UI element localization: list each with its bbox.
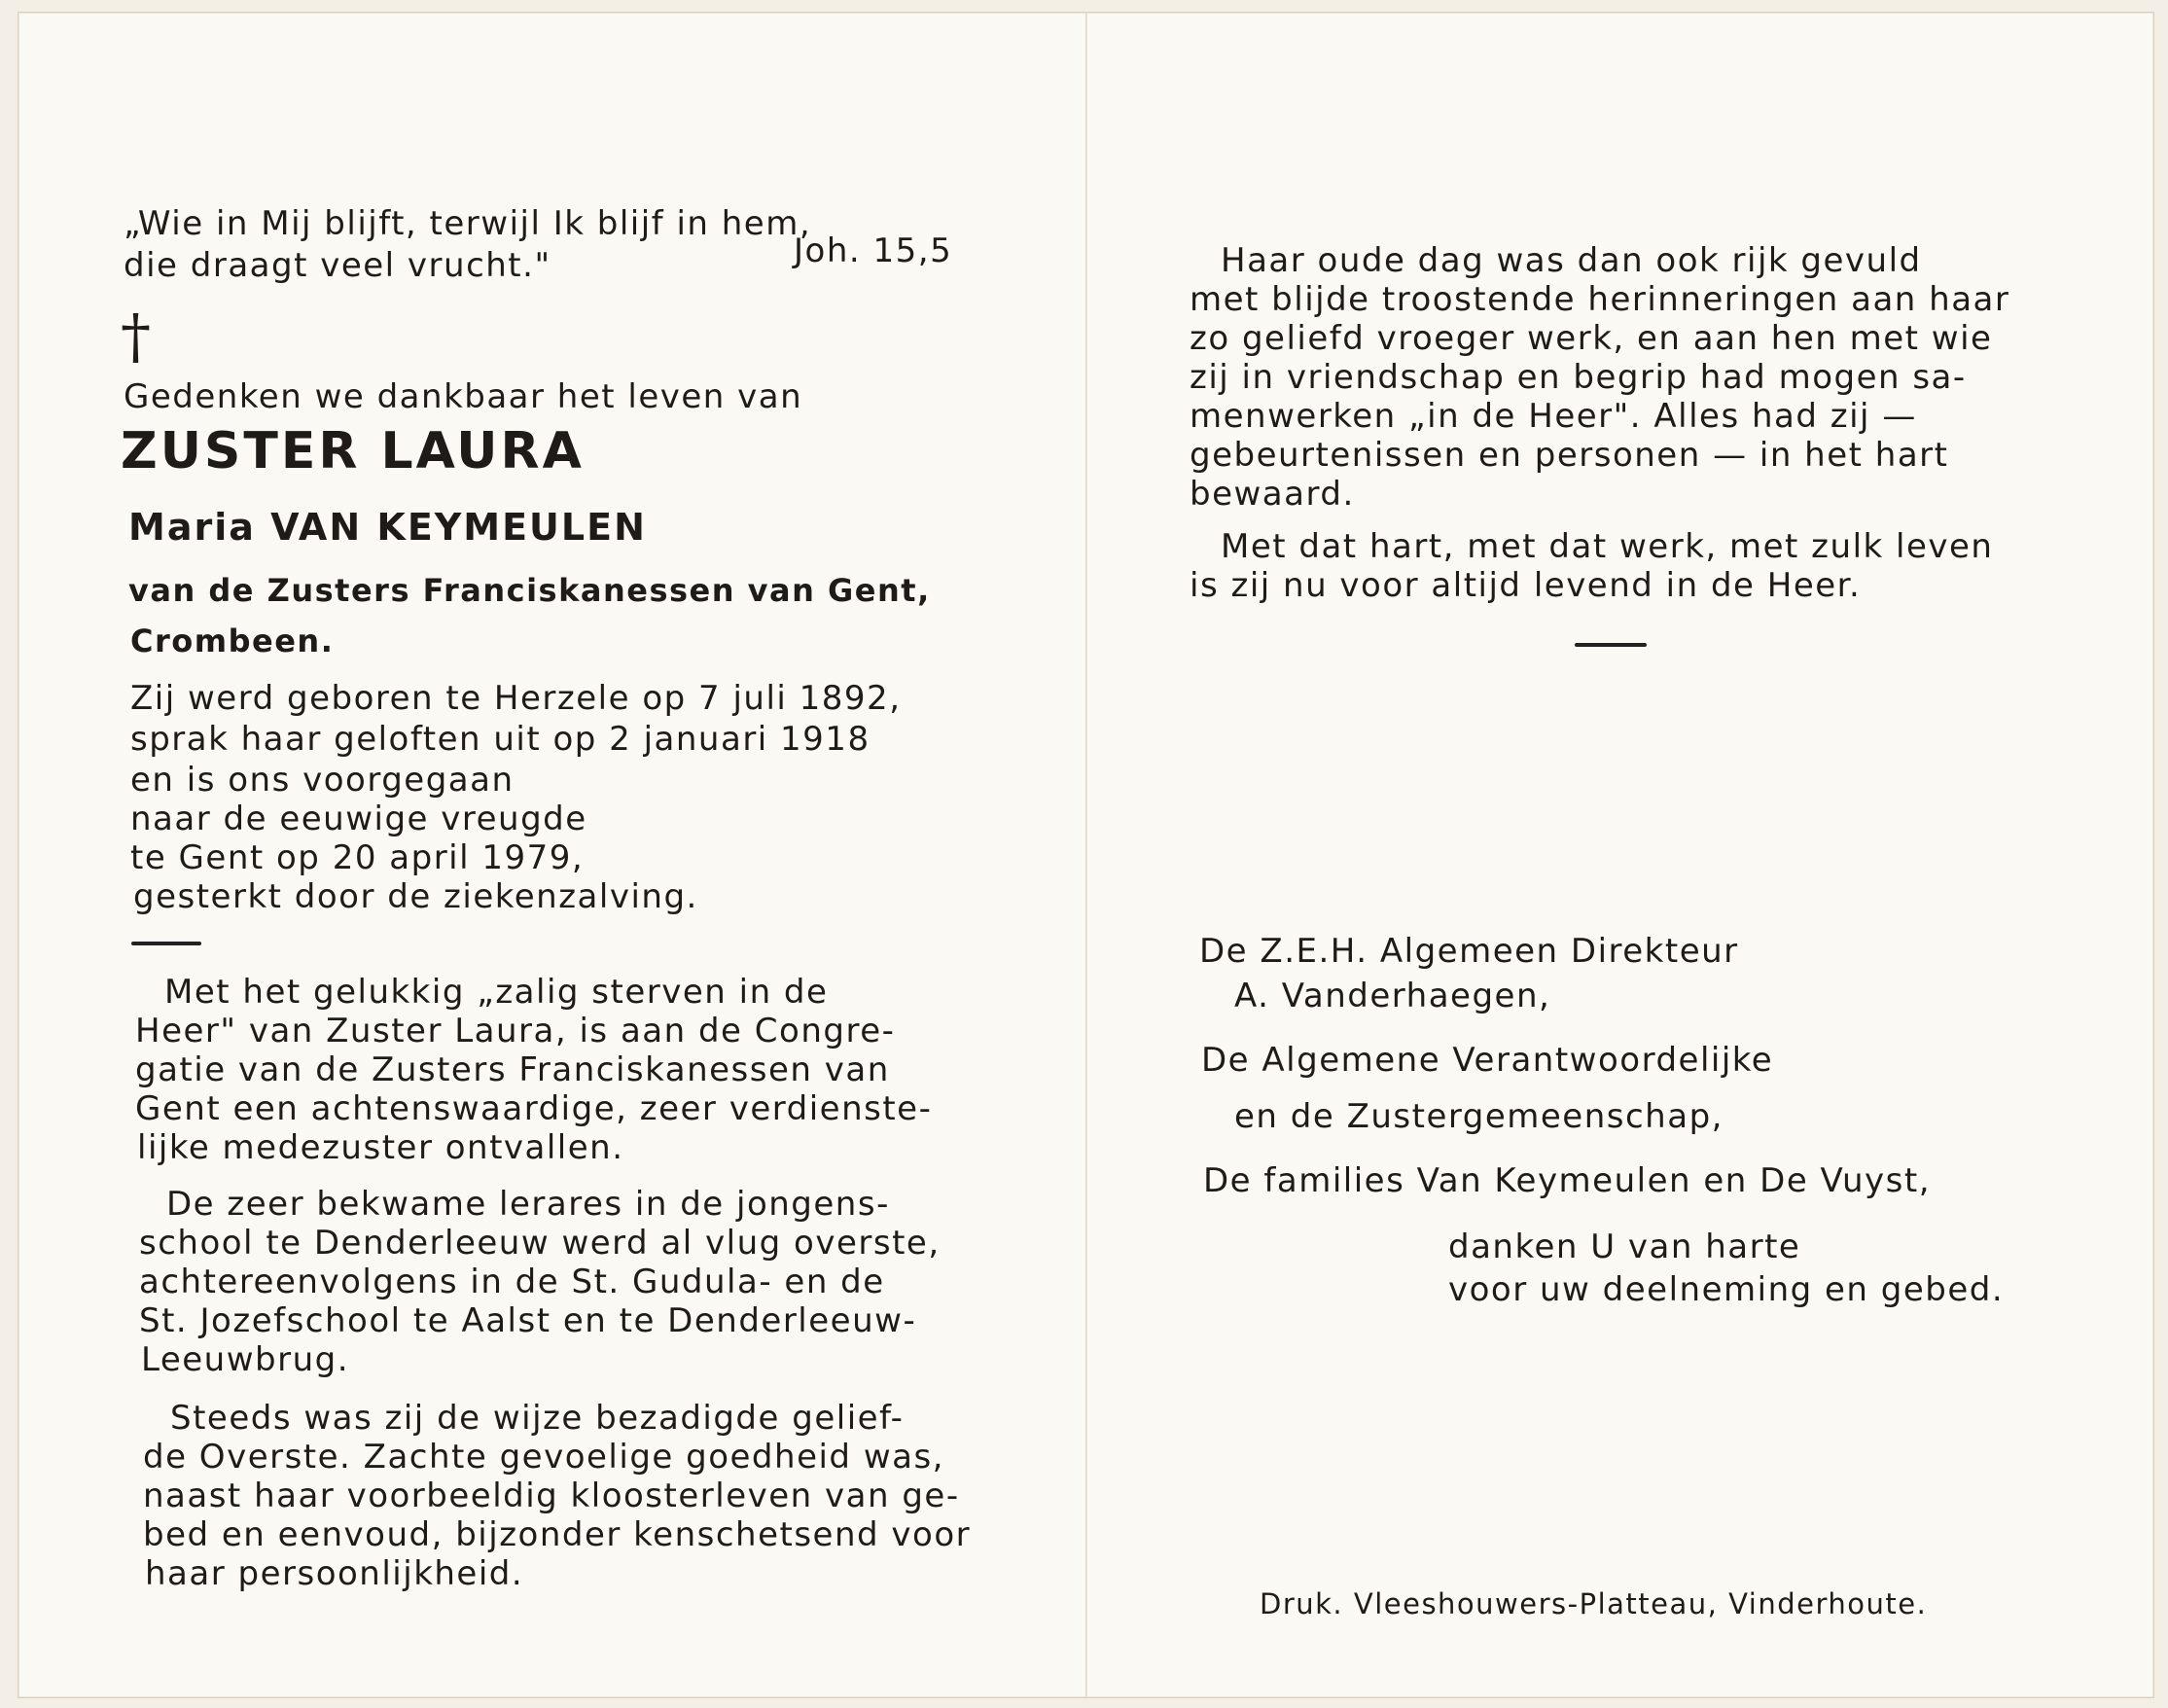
paragraph-line: bed en eenvoud, bijzonder kenschetsend voor xyxy=(143,1515,972,1554)
paragraph-line: lijke medezuster ontvallen. xyxy=(137,1128,624,1167)
paragraph-line: naast haar voorbeeldig kloosterleven van ge- xyxy=(143,1477,960,1515)
section-divider xyxy=(131,942,201,945)
thanks-families: De families Van Keymeulen en De Vuyst, xyxy=(1203,1161,1932,1200)
scripture-reference: Joh. 15,5 xyxy=(794,231,953,270)
paragraph-line: zo geliefd vroeger werk, en aan hen met wie xyxy=(1190,319,1993,358)
congregation-line-2: Crombeen. xyxy=(130,623,335,659)
thanks-resp-line-1: De Algemene Verantwoordelijke xyxy=(1201,1041,1774,1080)
paragraph-line: gebeurtenissen en personen — in het hart xyxy=(1190,436,1949,475)
paragraph-line: Haar oude dag was dan ook rijk gevuld xyxy=(1221,241,1922,280)
paragraph-line: met blijde troostende herinneringen aan haar xyxy=(1190,280,2010,319)
paragraph-line: Steeds was zij de wijze bezadigde gelief- xyxy=(170,1399,905,1438)
left-panel xyxy=(18,13,1085,1697)
paragraph-line: school te Denderleeuw werd al vlug overste, xyxy=(139,1224,941,1263)
thanks-closing-2: voor uw deelneming en gebed. xyxy=(1448,1270,2005,1309)
cross-icon: † xyxy=(121,301,151,372)
paragraph-line: gatie van de Zusters Franciskanessen van xyxy=(135,1050,890,1089)
memorial-card xyxy=(18,12,2154,1698)
paragraph-line: bewaard. xyxy=(1190,475,1355,514)
paragraph-line: de Overste. Zachte gevoelige goedheid was, xyxy=(143,1438,944,1477)
bio-line: sprak haar geloften uit op 2 januari 1918 xyxy=(130,720,871,759)
paragraph-line: Gent een achtenswaardige, zeer verdienste- xyxy=(135,1089,933,1128)
paragraph-line: haar persoonlijkheid. xyxy=(145,1554,524,1593)
paragraph-line: Met het gelukkig „zalig sterven in de xyxy=(164,973,829,1012)
paragraph-line: zij in vriendschap en begrip had mogen sa- xyxy=(1190,358,1967,397)
paragraph-line: De zeer bekwame lerares in de jongens- xyxy=(166,1185,890,1224)
congregation-line-1: van de Zusters Franciskanessen van Gent, xyxy=(128,572,931,609)
section-divider xyxy=(1575,643,1647,647)
scripture-quote-line-1: „Wie in Mij blijft, terwijl Ik blijf in hem, xyxy=(124,204,812,243)
paragraph-line: is zij nu voor altijd levend in de Heer. xyxy=(1190,566,1862,605)
printer-credit: Druk. Vleeshouwers-Platteau, Vinderhoute. xyxy=(1260,1587,1928,1620)
thanks-closing-1: danken U van harte xyxy=(1448,1228,1801,1266)
paragraph-line: Heer" van Zuster Laura, is aan de Congre- xyxy=(135,1012,896,1050)
paragraph-line: Met dat hart, met dat werk, met zulk leven xyxy=(1221,527,1994,566)
thanks-resp-line-2: en de Zustergemeenschap, xyxy=(1234,1097,1724,1136)
paragraph-line: achtereenvolgens in de St. Gudula- en de xyxy=(139,1263,885,1301)
name-full: Maria VAN KEYMEULEN xyxy=(128,506,647,549)
bio-line: en is ons voorgegaan xyxy=(130,761,515,800)
bio-line: te Gent op 20 april 1979, xyxy=(130,838,585,877)
name-title: ZUSTER LAURA xyxy=(121,422,585,480)
right-panel xyxy=(1086,13,2153,1697)
thanks-director-line-1: De Z.E.H. Algemeen Direkteur xyxy=(1199,932,1739,971)
paragraph-line: St. Jozefschool te Aalst en te Denderleeuw- xyxy=(139,1301,917,1340)
bio-line: naar de eeuwige vreugde xyxy=(130,800,587,838)
paragraph-line: menwerken „in de Heer". Alles had zij — xyxy=(1190,397,1917,436)
bio-line: gesterkt door de ziekenzalving. xyxy=(133,877,698,916)
thanks-director-line-2: A. Vanderhaegen, xyxy=(1234,977,1551,1015)
paragraph-line: Leeuwbrug. xyxy=(141,1340,350,1379)
intro-text: Gedenken we dankbaar het leven van xyxy=(124,377,803,416)
bio-line: Zij werd geboren te Herzele op 7 juli 1892, xyxy=(130,679,902,718)
scripture-quote-line-2: die draagt veel vrucht." xyxy=(124,246,551,285)
